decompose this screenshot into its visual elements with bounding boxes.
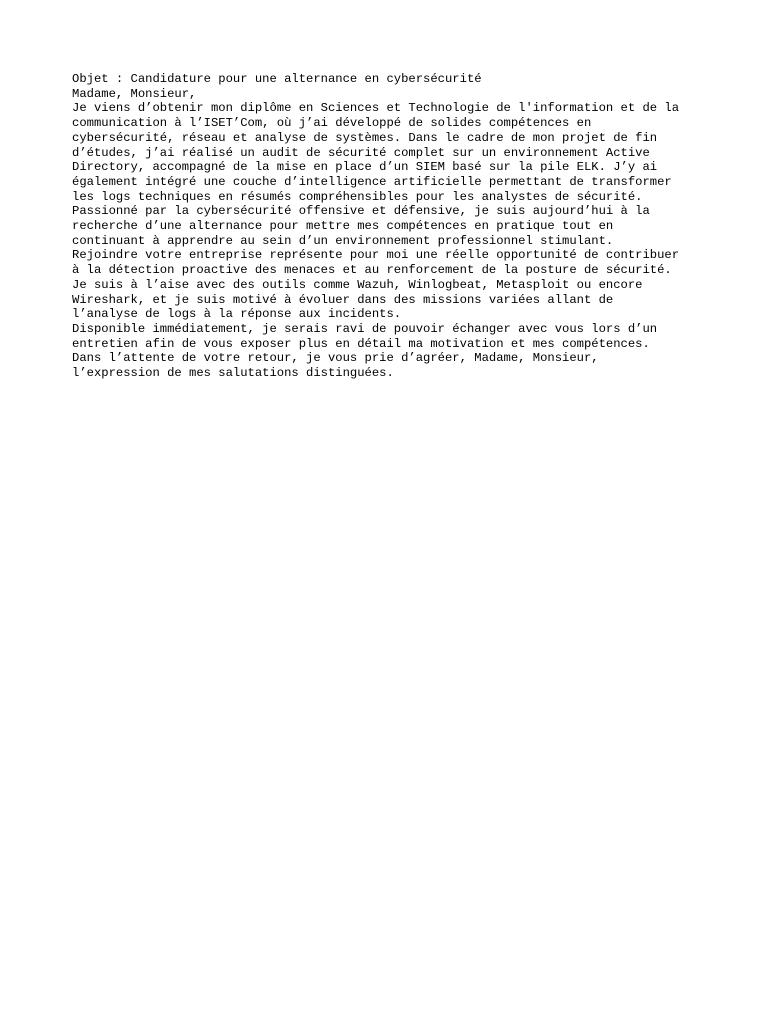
letter-line: Directory, accompagné de la mise en place d’un SIEM basé sur la pile ELK. J’y ai: [72, 160, 658, 175]
letter-line: Je suis à l’aise avec des outils comme Wazuh, Winlogbeat, Metasploit ou encore: [72, 277, 643, 292]
letter-line: l’expression de mes salutations distinguées.: [72, 366, 394, 381]
letter-line: d’études, j’ai réalisé un audit de sécurité complet sur un environnement Active: [72, 145, 650, 160]
letter-line: Rejoindre votre entreprise représente pour moi une réelle opportunité de contribuer: [72, 248, 680, 263]
letter-page: [72, 72, 712, 381]
letter-subject: Objet : Candidature pour une alternance en cybersécurité: [72, 72, 482, 86]
letter-line: Wireshark, et je suis motivé à évoluer dans des missions variées allant de: [72, 292, 614, 307]
letter-line: les logs techniques en résumés compréhensibles pour les analystes de sécurité.: [72, 189, 643, 204]
letter-line: cybersécurité, réseau et analyse de systèmes. Dans le cadre de mon projet de fin: [72, 130, 658, 145]
letter-line: également intégré une couche d’intelligence artificielle permettant de transformer: [72, 174, 672, 189]
letter-line: Je viens d’obtenir mon diplôme en Sciences et Technologie de l'information et de la: [72, 101, 680, 116]
letter-line: entretien afin de vous exposer plus en détail ma motivation et mes compétences.: [72, 336, 650, 351]
letter-line: à la détection proactive des menaces et au renforcement de la posture de sécurité.: [72, 263, 672, 278]
letter-line: Disponible immédiatement, je serais ravi de pouvoir échanger avec vous lors d’un: [72, 321, 658, 336]
letter-line: recherche d’une alternance pour mettre mes compétences en pratique tout en: [72, 219, 614, 234]
letter-line: communication à l’ISET’Com, où j’ai développé de solides compétences en: [72, 116, 592, 131]
letter-salutation: Madame, Monsieur,: [72, 86, 197, 101]
letter-line: l’analyse de logs à la réponse aux incidents.: [72, 307, 402, 322]
letter-line: Dans l’attente de votre retour, je vous prie d’agréer, Madame, Monsieur,: [72, 351, 599, 366]
letter-line: continuant à apprendre au sein d’un environnement professionnel stimulant.: [72, 233, 614, 248]
letter-line: Passionné par la cybersécurité offensive et défensive, je suis aujourd’hui à la: [72, 204, 650, 219]
